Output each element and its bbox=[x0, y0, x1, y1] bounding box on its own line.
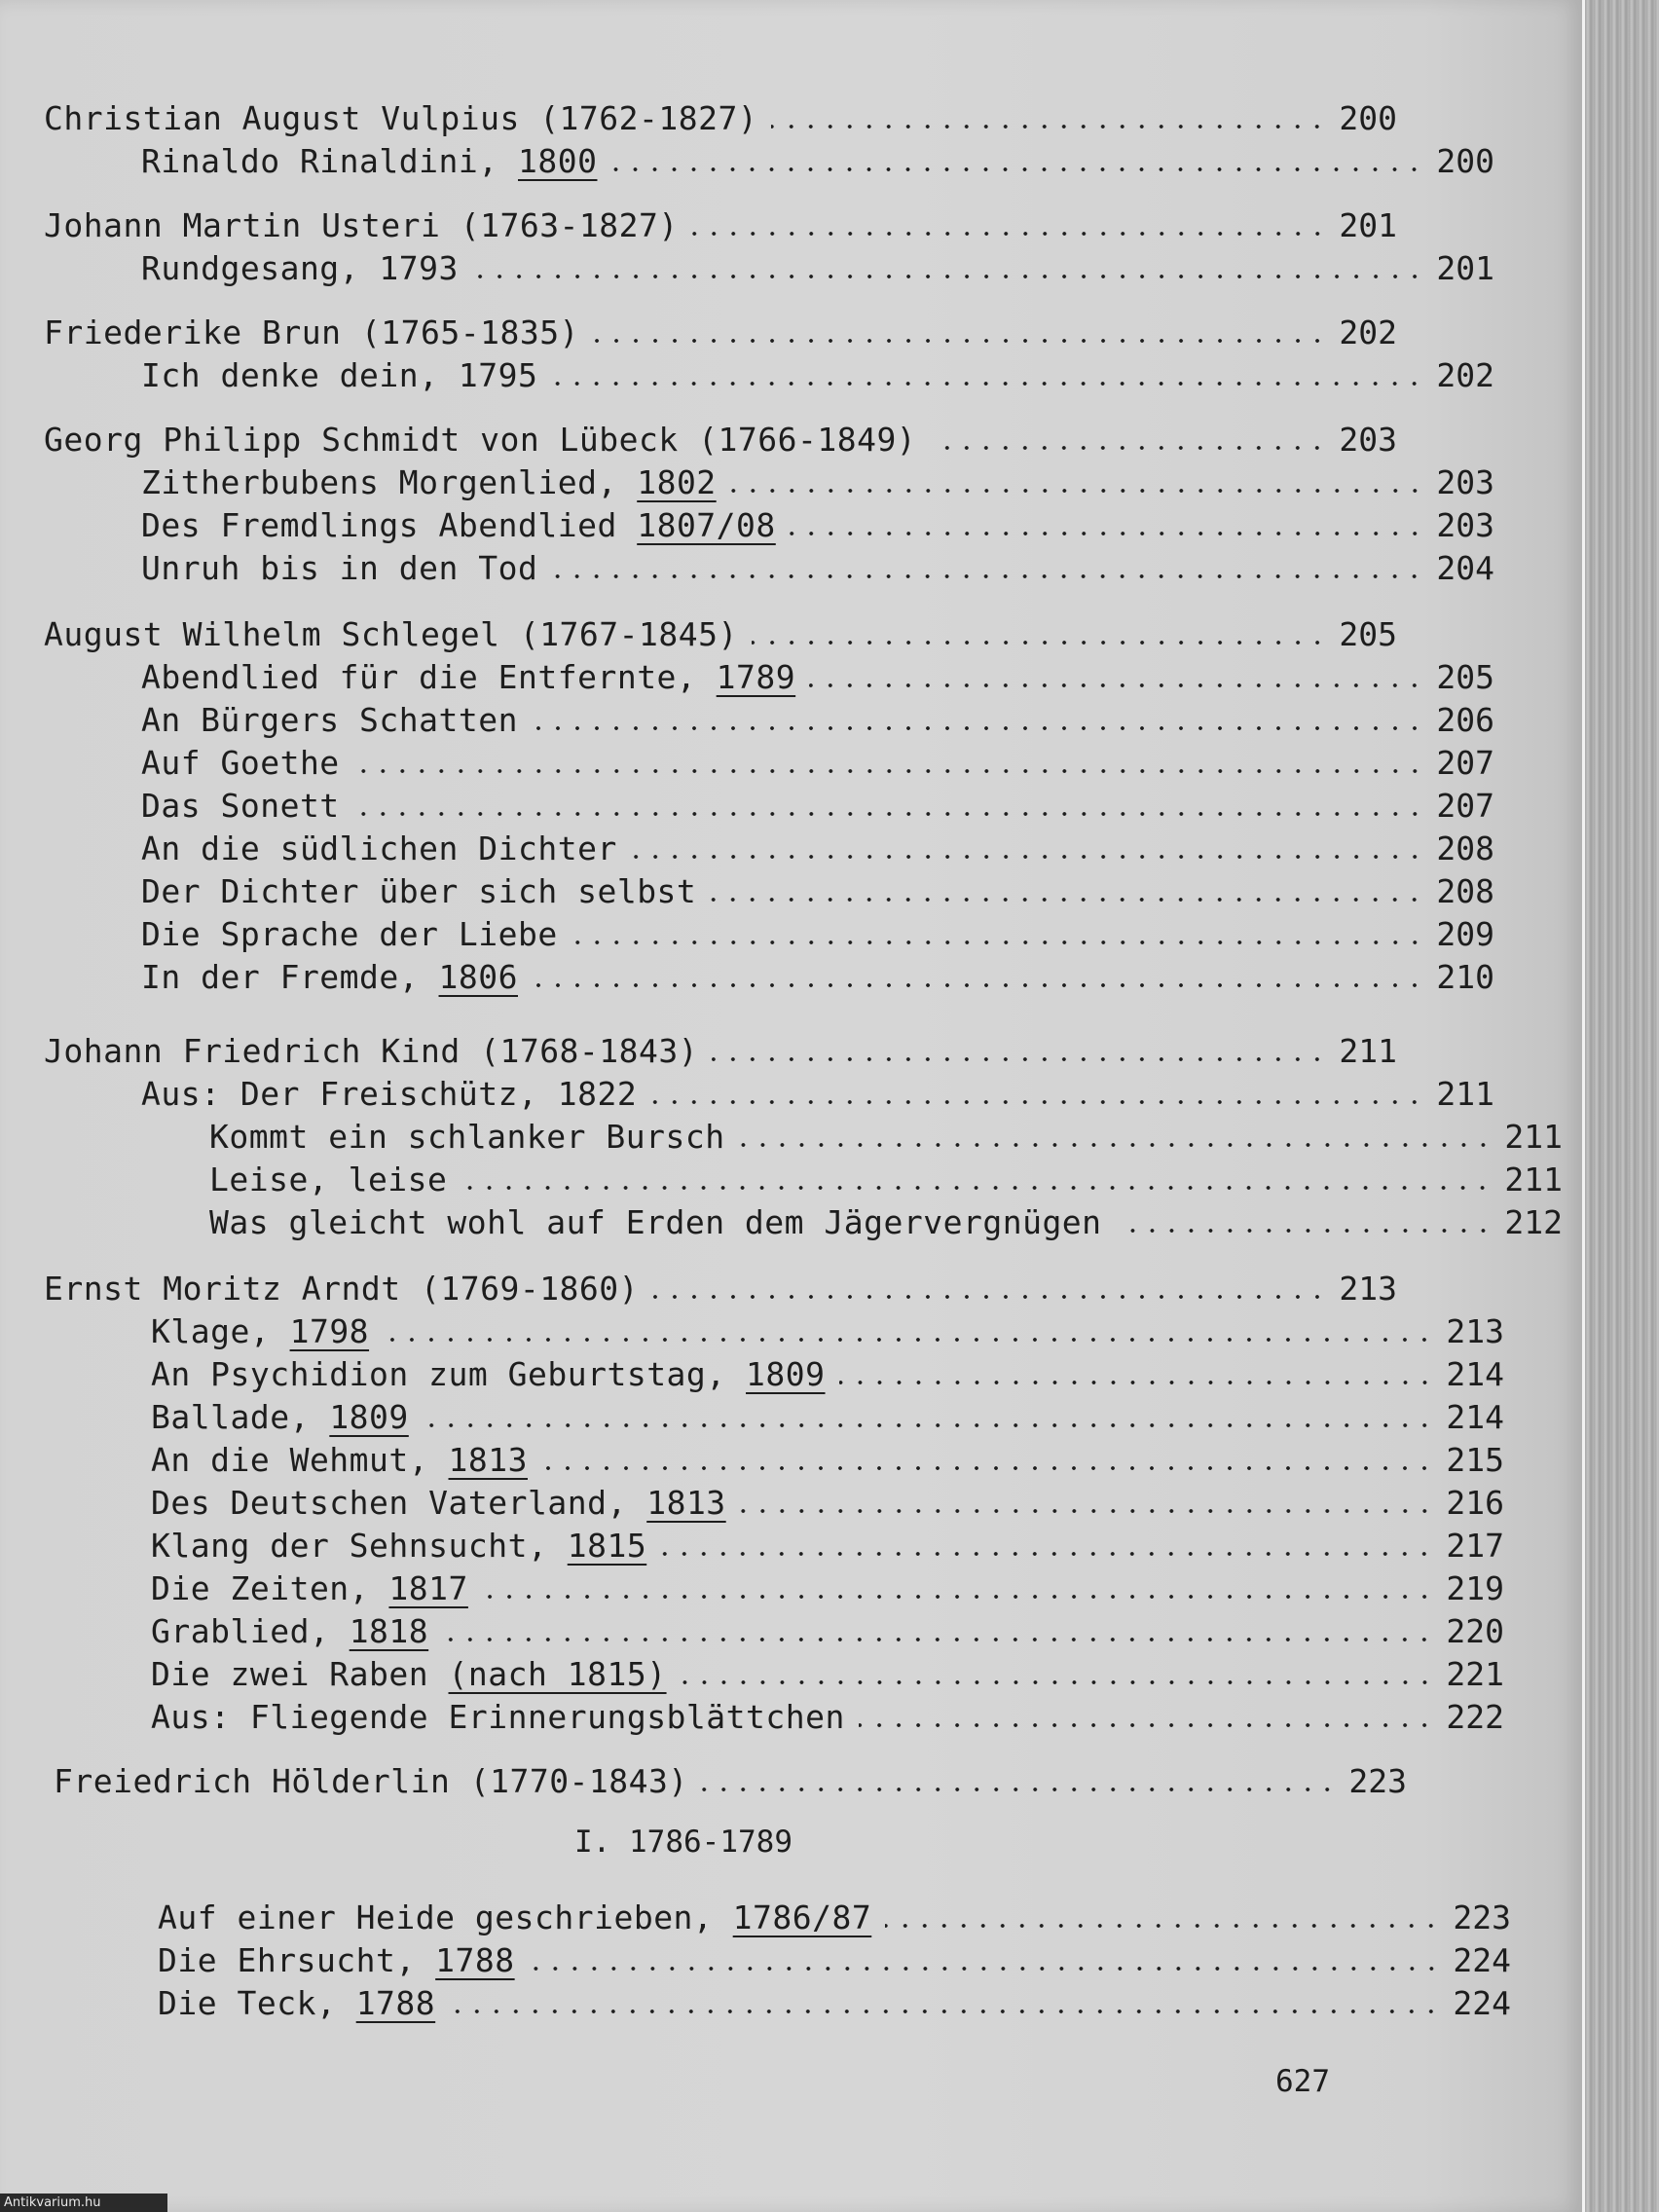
dot-leader bbox=[449, 2009, 1441, 2013]
toc-entry-work bbox=[0, 785, 1494, 828]
page-number: 213 bbox=[1446, 1312, 1504, 1350]
toc-entry-work bbox=[0, 1610, 1504, 1653]
entry-title: An die Wehmut, 1813 bbox=[151, 1441, 528, 1479]
page-number: 203 bbox=[1339, 421, 1397, 459]
entry-title: Abendlied für die Entfernte, 1789 bbox=[141, 658, 796, 696]
entry-year: 1800 bbox=[518, 142, 598, 180]
entry-title: Johann Friedrich Kind (1768-1843) bbox=[44, 1032, 699, 1070]
entry-year: 1813 bbox=[646, 1484, 726, 1522]
entry-year: 1788 bbox=[355, 1984, 436, 2022]
entry-title: Leise, leise bbox=[209, 1161, 448, 1198]
page-number: 208 bbox=[1436, 872, 1494, 910]
page-number: 210 bbox=[1436, 958, 1494, 996]
page-number: 206 bbox=[1436, 701, 1494, 739]
dot-leader bbox=[710, 898, 1424, 902]
entry-title: Klage, 1798 bbox=[151, 1312, 370, 1350]
toc-entry-work bbox=[0, 1982, 1511, 2025]
toc-entry-work bbox=[0, 547, 1494, 590]
entry-year: (nach 1815) bbox=[448, 1655, 667, 1693]
entry-title: Rinaldo Rinaldini, 1800 bbox=[141, 142, 598, 180]
page-number: 202 bbox=[1339, 313, 1397, 351]
page-number: 221 bbox=[1446, 1655, 1504, 1693]
dot-leader bbox=[771, 125, 1327, 129]
entry-year: 1788 bbox=[435, 1941, 515, 1979]
toc-entry-work bbox=[0, 461, 1494, 504]
dot-leader bbox=[1116, 1229, 1493, 1233]
entry-title: Ich denke dein, 1795 bbox=[141, 356, 538, 394]
page-number: 202 bbox=[1436, 356, 1494, 394]
entry-title: August Wilhelm Schlegel (1767-1845) bbox=[44, 615, 738, 653]
toc-entry-work bbox=[0, 699, 1494, 742]
dot-leader bbox=[839, 1381, 1434, 1384]
entry-title: Klang der Sehnsucht, 1815 bbox=[151, 1527, 647, 1565]
dot-leader bbox=[532, 726, 1424, 730]
entry-title: Zitherbubens Morgenlied, 1802 bbox=[141, 463, 717, 501]
page-number: 211 bbox=[1504, 1118, 1563, 1156]
toc-entry-subwork bbox=[0, 1159, 1563, 1201]
dot-leader bbox=[551, 574, 1424, 578]
toc-entry-work bbox=[0, 828, 1494, 870]
dot-leader bbox=[383, 1338, 1434, 1342]
dot-leader bbox=[692, 232, 1327, 236]
toc-entry-subwork bbox=[0, 1201, 1563, 1244]
toc-entry-work bbox=[0, 1353, 1504, 1396]
toc-entry-work bbox=[0, 1310, 1504, 1353]
entry-title: Auf einer Heide geschrieben, 1786/87 bbox=[158, 1899, 872, 1936]
page-number: 207 bbox=[1436, 744, 1494, 782]
dot-leader bbox=[681, 1680, 1434, 1684]
entry-title: Grablied, 1818 bbox=[151, 1612, 429, 1650]
page-number: 203 bbox=[1436, 463, 1494, 501]
page-edges bbox=[1585, 0, 1659, 2212]
page-number: 222 bbox=[1446, 1698, 1504, 1736]
toc-entry-author bbox=[0, 1030, 1397, 1073]
entry-year: 1817 bbox=[388, 1569, 468, 1607]
page-number: 223 bbox=[1453, 1899, 1511, 1936]
dot-leader bbox=[652, 1295, 1327, 1299]
section-heading: I. 1786-1789 bbox=[574, 1825, 793, 1860]
page-number: 211 bbox=[1339, 1032, 1397, 1070]
page-number: 214 bbox=[1446, 1355, 1504, 1393]
entry-title: Die Sprache der Liebe bbox=[141, 915, 558, 953]
dot-leader bbox=[809, 683, 1424, 687]
page-number: 211 bbox=[1436, 1075, 1494, 1113]
page-number: 200 bbox=[1436, 142, 1494, 180]
dot-leader bbox=[859, 1723, 1434, 1727]
page-number: 201 bbox=[1339, 206, 1397, 244]
dot-leader bbox=[730, 489, 1424, 493]
toc-entry-work bbox=[0, 956, 1494, 999]
page-number: 205 bbox=[1339, 615, 1397, 653]
toc-entry-work bbox=[0, 1696, 1504, 1739]
dot-leader bbox=[790, 532, 1424, 535]
toc-entry-work bbox=[0, 1939, 1511, 1982]
toc-entry-work bbox=[0, 354, 1494, 397]
toc-entry-author bbox=[0, 613, 1397, 656]
dot-leader bbox=[551, 382, 1424, 386]
page-number: 205 bbox=[1436, 658, 1494, 696]
toc-entry-work bbox=[0, 504, 1494, 547]
dot-leader bbox=[739, 1143, 1493, 1147]
entry-title: Die Ehrsucht, 1788 bbox=[158, 1941, 515, 1979]
dot-leader bbox=[442, 1638, 1434, 1641]
page-number: 204 bbox=[1436, 549, 1494, 587]
entry-title: Der Dichter über sich selbst bbox=[141, 872, 697, 910]
dot-leader bbox=[712, 1057, 1327, 1061]
dot-leader bbox=[541, 1466, 1434, 1470]
watermark: Antikvarium.hu bbox=[0, 2194, 167, 2212]
dot-leader bbox=[702, 1788, 1337, 1791]
toc-entry-work bbox=[0, 1439, 1504, 1482]
entry-year: 1806 bbox=[438, 958, 518, 996]
toc-entry-work bbox=[0, 247, 1494, 290]
toc-entry-work bbox=[0, 1073, 1494, 1116]
page-number: 219 bbox=[1446, 1569, 1504, 1607]
toc-entry-work bbox=[0, 1567, 1504, 1610]
page-number: 216 bbox=[1446, 1484, 1504, 1522]
dot-leader bbox=[660, 1552, 1434, 1556]
dot-leader bbox=[461, 1186, 1493, 1190]
entry-title: Kommt ein schlanker Bursch bbox=[209, 1118, 725, 1156]
entry-year: 1807/08 bbox=[637, 506, 776, 544]
dot-leader bbox=[353, 812, 1424, 816]
toc-entry-author bbox=[0, 1268, 1397, 1310]
entry-title: Ernst Moritz Arndt (1769-1860) bbox=[44, 1270, 640, 1308]
entry-title: In der Fremde, 1806 bbox=[141, 958, 518, 996]
page-number: 224 bbox=[1453, 1984, 1511, 2022]
page-number: 201 bbox=[1436, 249, 1494, 287]
dot-leader bbox=[930, 446, 1327, 450]
toc-entry-work bbox=[0, 1525, 1504, 1567]
toc-entry-work bbox=[0, 1653, 1504, 1696]
entry-title: Aus: Der Freischütz, 1822 bbox=[141, 1075, 638, 1113]
entry-title: Das Sonett bbox=[141, 787, 340, 825]
entry-title: Des Fremdlings Abendlied 1807/08 bbox=[141, 506, 776, 544]
page-number: 214 bbox=[1446, 1398, 1504, 1436]
entry-title: Friederike Brun (1765-1835) bbox=[44, 313, 579, 351]
entry-year: 1818 bbox=[349, 1612, 429, 1650]
toc-entry-work bbox=[0, 656, 1494, 699]
page-number: 215 bbox=[1446, 1441, 1504, 1479]
entry-year: 1809 bbox=[329, 1398, 409, 1436]
entry-year: 1809 bbox=[746, 1355, 826, 1393]
entry-title: Was gleicht wohl auf Erden dem Jägervergnügen bbox=[209, 1203, 1102, 1241]
toc-entry-author bbox=[0, 97, 1397, 140]
dot-leader bbox=[423, 1423, 1434, 1427]
page-number: 212 bbox=[1504, 1203, 1563, 1241]
page-number: 223 bbox=[1348, 1762, 1407, 1800]
dot-leader bbox=[740, 1509, 1434, 1513]
entry-title: An Psychidion zum Geburtstag, 1809 bbox=[151, 1355, 826, 1393]
entry-title: Christian August Vulpius (1762-1827) bbox=[44, 99, 758, 137]
entry-year: 1815 bbox=[567, 1527, 647, 1565]
entry-title: Rundgesang, 1793 bbox=[141, 249, 459, 287]
entry-title: Des Deutschen Vaterland, 1813 bbox=[151, 1484, 726, 1522]
dot-leader bbox=[752, 641, 1327, 645]
page-folio: 627 bbox=[1275, 2064, 1330, 2099]
toc-entry-work bbox=[0, 1482, 1504, 1525]
dot-leader bbox=[631, 855, 1424, 859]
entry-title: Die Teck, 1788 bbox=[158, 1984, 436, 2022]
page-number: 203 bbox=[1436, 506, 1494, 544]
entry-title: Unruh bis in den Tod bbox=[141, 549, 538, 587]
entry-year: 1798 bbox=[289, 1312, 370, 1350]
entry-title: Die zwei Raben (nach 1815) bbox=[151, 1655, 667, 1693]
toc-entry-work bbox=[0, 913, 1494, 956]
dot-leader bbox=[885, 1924, 1441, 1928]
dot-leader bbox=[650, 1100, 1424, 1104]
entry-title: An die südlichen Dichter bbox=[141, 830, 617, 867]
toc-entry-author bbox=[0, 312, 1397, 354]
entry-title: Georg Philipp Schmidt von Lübeck (1766-1849) bbox=[44, 421, 917, 459]
toc-entry-work bbox=[0, 1897, 1511, 1939]
dot-leader bbox=[593, 339, 1327, 343]
entry-title: Freiedrich Hölderlin (1770-1843) bbox=[54, 1762, 688, 1800]
dot-leader bbox=[532, 983, 1424, 987]
page-number: 211 bbox=[1504, 1161, 1563, 1198]
toc-entry-author bbox=[0, 1760, 1407, 1803]
entry-year: 1786/87 bbox=[732, 1899, 872, 1936]
dot-leader bbox=[482, 1595, 1434, 1599]
entry-year: 1802 bbox=[637, 463, 717, 501]
page-number: 220 bbox=[1446, 1612, 1504, 1650]
page-number: 207 bbox=[1436, 787, 1494, 825]
dot-leader bbox=[610, 167, 1424, 171]
entry-title: Aus: Fliegende Erinnerungsblättchen bbox=[151, 1698, 845, 1736]
dot-leader bbox=[472, 275, 1424, 278]
entry-title: Ballade, 1809 bbox=[151, 1398, 409, 1436]
dot-leader bbox=[353, 769, 1424, 773]
page-number: 208 bbox=[1436, 830, 1494, 867]
entry-year: 1789 bbox=[716, 658, 796, 696]
entry-title: An Bürgers Schatten bbox=[141, 701, 518, 739]
toc-entry-work bbox=[0, 140, 1494, 183]
entry-title: Johann Martin Usteri (1763-1827) bbox=[44, 206, 679, 244]
toc-entry-subwork bbox=[0, 1116, 1563, 1159]
page-number: 209 bbox=[1436, 915, 1494, 953]
toc-entry-work bbox=[0, 870, 1494, 913]
entry-title: Die Zeiten, 1817 bbox=[151, 1569, 468, 1607]
toc-entry-author bbox=[0, 419, 1397, 461]
toc-entry-work bbox=[0, 1396, 1504, 1439]
dot-leader bbox=[571, 940, 1424, 944]
entry-year: 1813 bbox=[448, 1441, 528, 1479]
page-number: 217 bbox=[1446, 1527, 1504, 1565]
page-number: 200 bbox=[1339, 99, 1397, 137]
page-number: 213 bbox=[1339, 1270, 1397, 1308]
toc-entry-work bbox=[0, 742, 1494, 785]
entry-title: Auf Goethe bbox=[141, 744, 340, 782]
dot-leader bbox=[529, 1967, 1441, 1971]
toc-entry-author bbox=[0, 204, 1397, 247]
page-number: 224 bbox=[1453, 1941, 1511, 1979]
